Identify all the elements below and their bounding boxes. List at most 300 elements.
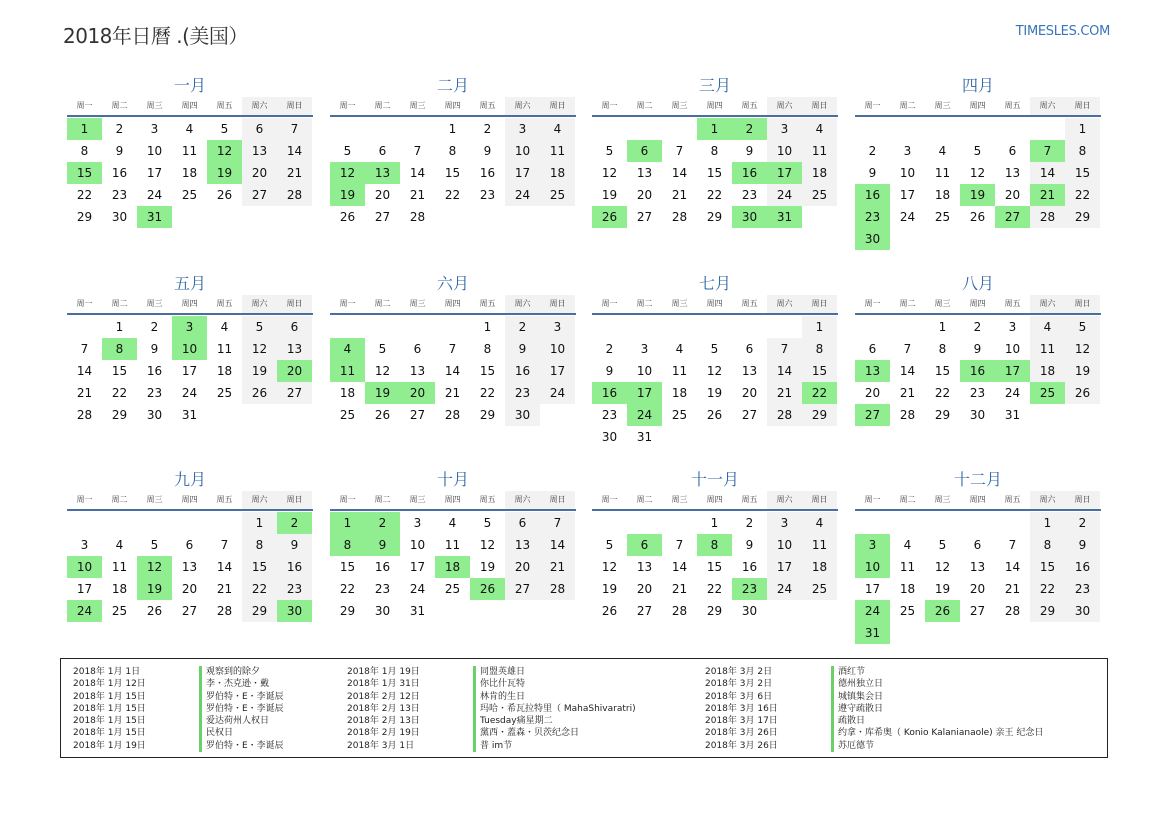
weekday-label: 周六 bbox=[505, 97, 540, 115]
day-grid bbox=[592, 512, 838, 622]
month-name: 八月 bbox=[961, 274, 994, 293]
holiday-day-cell: 27 bbox=[855, 404, 890, 426]
day-cell: 29 bbox=[479, 408, 496, 422]
day-cell: 14 bbox=[767, 360, 802, 382]
day-cell: 13 bbox=[181, 560, 198, 574]
holiday-day-cell: 31 bbox=[137, 206, 172, 228]
empty-cell bbox=[172, 512, 207, 534]
day-cell: 19 bbox=[242, 360, 277, 382]
day-cell: 17 bbox=[767, 556, 802, 578]
holiday-day-cell: 26 bbox=[925, 600, 960, 622]
day-cell: 8 bbox=[938, 342, 947, 356]
day-cell: 6 bbox=[868, 342, 877, 356]
weekday-label: 周日 bbox=[277, 295, 312, 313]
weekday-label: 周四 bbox=[706, 299, 723, 308]
holiday-row bbox=[73, 727, 284, 739]
holiday-name: 爱达荷州人权日 bbox=[199, 715, 269, 727]
day-cell: 4 bbox=[938, 144, 947, 158]
day-cell: 21 bbox=[216, 582, 233, 596]
day-cell: 14 bbox=[540, 534, 575, 556]
day-cell: 16 bbox=[1065, 556, 1100, 578]
day-cell: 18 bbox=[181, 166, 198, 180]
day-cell: 15 bbox=[706, 166, 723, 180]
weekday-label: 周五 bbox=[741, 299, 758, 308]
day-cell: 27 bbox=[636, 210, 653, 224]
holiday-date: 2018年 1月 12日 bbox=[73, 679, 146, 690]
day-cell: 18 bbox=[802, 556, 837, 578]
holiday-date: 2018年 1月 15日 bbox=[73, 691, 146, 702]
weekday-label: 周一 bbox=[601, 299, 618, 308]
day-cell: 9 bbox=[277, 534, 312, 556]
day-grid bbox=[67, 316, 313, 426]
day-cell: 13 bbox=[277, 338, 312, 360]
weekday-label: 周一 bbox=[864, 495, 881, 504]
holiday-column bbox=[73, 666, 284, 752]
day-cell: 12 bbox=[479, 538, 496, 552]
holiday-day-cell: 3 bbox=[172, 316, 207, 338]
weekday-label: 周日 bbox=[802, 295, 837, 313]
empty-cell bbox=[67, 512, 102, 534]
weekday-label: 周四 bbox=[181, 299, 198, 308]
day-cell: 12 bbox=[601, 560, 618, 574]
day-grid bbox=[855, 316, 1101, 426]
empty-cell bbox=[662, 118, 697, 140]
day-cell: 3 bbox=[505, 118, 540, 140]
weekday-label: 周五 bbox=[216, 299, 233, 308]
empty-cell bbox=[855, 512, 890, 534]
day-cell: 8 bbox=[710, 144, 719, 158]
empty-cell bbox=[365, 118, 400, 140]
day-cell: 15 bbox=[242, 556, 277, 578]
day-cell: 16 bbox=[741, 560, 758, 574]
month-name: 五月 bbox=[173, 274, 206, 293]
holiday-date: 2018年 3月 6日 bbox=[705, 691, 773, 702]
day-cell: 4 bbox=[220, 320, 229, 334]
day-cell: 10 bbox=[1004, 342, 1021, 356]
weekday-label: 周三 bbox=[934, 495, 951, 504]
empty-cell bbox=[592, 118, 627, 140]
day-cell: 6 bbox=[413, 342, 422, 356]
day-cell: 14 bbox=[671, 560, 688, 574]
day-cell: 30 bbox=[505, 404, 540, 426]
weekday-label: 周五 bbox=[479, 101, 496, 110]
day-cell: 20 bbox=[181, 582, 198, 596]
holiday-day-cell: 23 bbox=[855, 206, 890, 228]
holiday-row bbox=[73, 703, 284, 715]
month-block bbox=[855, 469, 1101, 644]
day-cell: 14 bbox=[899, 364, 916, 378]
holiday-day-cell: 18 bbox=[435, 556, 470, 578]
weekday-label: 周五 bbox=[216, 101, 233, 110]
day-cell: 9 bbox=[745, 144, 754, 158]
holiday-name: 酒红节 bbox=[831, 666, 865, 678]
day-cell: 30 bbox=[1065, 600, 1100, 622]
holiday-date: 2018年 3月 2日 bbox=[705, 667, 773, 677]
holiday-name: 民权日 bbox=[199, 727, 233, 739]
day-cell: 14 bbox=[216, 560, 233, 574]
day-cell: 18 bbox=[671, 386, 688, 400]
holiday-date: 2018年 1月 1日 bbox=[73, 667, 141, 677]
weekday-label: 周二 bbox=[636, 101, 653, 110]
holiday-column bbox=[705, 666, 1043, 752]
day-cell: 19 bbox=[479, 560, 496, 574]
day-cell: 10 bbox=[505, 140, 540, 162]
holiday-column bbox=[347, 666, 636, 752]
day-cell: 11 bbox=[934, 166, 951, 180]
day-cell: 14 bbox=[1030, 162, 1065, 184]
weekday-label: 周二 bbox=[899, 495, 916, 504]
holiday-day-cell: 26 bbox=[592, 206, 627, 228]
day-cell: 26 bbox=[374, 408, 391, 422]
day-cell: 29 bbox=[111, 408, 128, 422]
month-name: 一月 bbox=[173, 76, 206, 95]
day-cell: 28 bbox=[767, 404, 802, 426]
holiday-day-cell: 17 bbox=[995, 360, 1030, 382]
weekday-label: 周三 bbox=[146, 299, 163, 308]
holiday-day-cell: 13 bbox=[855, 360, 890, 382]
day-cell: 5 bbox=[242, 316, 277, 338]
day-cell: 7 bbox=[448, 342, 457, 356]
empty-cell bbox=[592, 316, 627, 338]
weekday-label: 周二 bbox=[899, 299, 916, 308]
weekday-label: 周五 bbox=[216, 495, 233, 504]
empty-cell bbox=[732, 316, 767, 338]
holiday-name: 罗伯特・E・李诞辰 bbox=[199, 740, 284, 752]
weekday-label: 周六 bbox=[242, 491, 277, 509]
day-cell: 18 bbox=[934, 188, 951, 202]
day-cell: 16 bbox=[146, 364, 163, 378]
day-cell: 8 bbox=[1030, 534, 1065, 556]
day-cell: 28 bbox=[409, 210, 426, 224]
weekday-label: 周五 bbox=[1004, 101, 1021, 110]
empty-cell bbox=[995, 512, 1030, 534]
weekday-label: 周三 bbox=[146, 495, 163, 504]
day-cell: 15 bbox=[1030, 556, 1065, 578]
holiday-row bbox=[347, 740, 636, 752]
day-cell: 4 bbox=[185, 122, 194, 136]
holiday-list bbox=[60, 658, 1108, 758]
day-cell: 9 bbox=[973, 342, 982, 356]
holiday-date: 2018年 2月 19日 bbox=[347, 728, 420, 739]
holiday-date: 2018年 3月 17日 bbox=[705, 716, 778, 727]
day-cell: 11 bbox=[540, 140, 575, 162]
day-cell: 4 bbox=[448, 516, 457, 530]
day-cell: 22 bbox=[479, 386, 496, 400]
day-cell: 7 bbox=[903, 342, 912, 356]
holiday-date: 2018年 3月 16日 bbox=[705, 703, 778, 714]
weekday-label: 周六 bbox=[505, 295, 540, 313]
holiday-row bbox=[73, 715, 284, 727]
day-cell: 23 bbox=[601, 408, 618, 422]
holiday-day-cell: 24 bbox=[855, 600, 890, 622]
empty-cell bbox=[330, 316, 365, 338]
month-block bbox=[330, 75, 576, 228]
day-cell: 9 bbox=[868, 166, 877, 180]
day-cell: 15 bbox=[802, 360, 837, 382]
day-cell: 28 bbox=[899, 408, 916, 422]
day-cell: 22 bbox=[934, 386, 951, 400]
weekday-label: 周一 bbox=[601, 495, 618, 504]
empty-cell bbox=[435, 316, 470, 338]
day-cell: 25 bbox=[540, 184, 575, 206]
weekday-header bbox=[592, 491, 838, 511]
holiday-day-cell: 11 bbox=[330, 360, 365, 382]
holiday-day-cell: 31 bbox=[855, 622, 890, 644]
month-block bbox=[67, 469, 313, 622]
holiday-name: 玛哈・希瓦拉特里（ MahaShivaratri) bbox=[473, 703, 636, 715]
holiday-day-cell: 22 bbox=[802, 382, 837, 404]
month-name: 六月 bbox=[436, 274, 469, 293]
day-cell: 13 bbox=[409, 364, 426, 378]
holiday-row bbox=[705, 691, 1043, 703]
day-cell: 16 bbox=[505, 360, 540, 382]
holiday-row bbox=[347, 715, 636, 727]
empty-cell bbox=[960, 118, 995, 140]
empty-cell bbox=[330, 118, 365, 140]
day-cell: 21 bbox=[899, 386, 916, 400]
day-cell: 3 bbox=[767, 118, 802, 140]
day-cell: 14 bbox=[444, 364, 461, 378]
holiday-date: 2018年 3月 1日 bbox=[347, 740, 415, 751]
day-cell: 25 bbox=[216, 386, 233, 400]
weekday-label: 周一 bbox=[339, 299, 356, 308]
weekday-label: 周五 bbox=[1004, 299, 1021, 308]
weekday-label: 周六 bbox=[1030, 491, 1065, 509]
holiday-name: 城镇集会日 bbox=[831, 691, 883, 703]
weekday-label: 周三 bbox=[671, 495, 688, 504]
holiday-row bbox=[73, 666, 284, 678]
holiday-date: 2018年 2月 13日 bbox=[347, 716, 420, 727]
day-cell: 24 bbox=[409, 582, 426, 596]
day-cell: 10 bbox=[767, 534, 802, 556]
day-cell: 27 bbox=[505, 578, 540, 600]
day-cell: 31 bbox=[636, 430, 653, 444]
holiday-row bbox=[705, 678, 1043, 690]
day-cell: 11 bbox=[216, 342, 233, 356]
day-cell: 2 bbox=[115, 122, 124, 136]
day-cell: 28 bbox=[277, 184, 312, 206]
day-cell: 1 bbox=[483, 320, 492, 334]
empty-cell bbox=[890, 512, 925, 534]
day-cell: 4 bbox=[1030, 316, 1065, 338]
day-cell: 15 bbox=[339, 560, 356, 574]
day-cell: 18 bbox=[1030, 360, 1065, 382]
day-cell: 30 bbox=[374, 604, 391, 618]
day-cell: 17 bbox=[540, 360, 575, 382]
weekday-header bbox=[67, 295, 313, 315]
holiday-name: 普 im节 bbox=[473, 740, 512, 752]
day-cell: 12 bbox=[1065, 338, 1100, 360]
weekday-label: 周六 bbox=[767, 491, 802, 509]
day-cell: 27 bbox=[181, 604, 198, 618]
empty-cell bbox=[925, 118, 960, 140]
holiday-day-cell: 16 bbox=[960, 360, 995, 382]
day-cell: 1 bbox=[115, 320, 124, 334]
day-cell: 24 bbox=[767, 578, 802, 600]
weekday-label: 周日 bbox=[1065, 295, 1100, 313]
day-cell: 9 bbox=[1065, 534, 1100, 556]
day-cell: 28 bbox=[216, 604, 233, 618]
weekday-header bbox=[855, 97, 1101, 117]
day-cell: 9 bbox=[150, 342, 159, 356]
weekday-label: 周日 bbox=[540, 295, 575, 313]
holiday-day-cell: 7 bbox=[1030, 140, 1065, 162]
weekday-label: 周四 bbox=[444, 495, 461, 504]
day-cell: 3 bbox=[150, 122, 159, 136]
weekday-label: 周五 bbox=[479, 495, 496, 504]
weekday-label: 周四 bbox=[706, 495, 723, 504]
holiday-row bbox=[73, 691, 284, 703]
day-cell: 19 bbox=[601, 582, 618, 596]
site-link[interactable]: TIMESLES.COM bbox=[1015, 24, 1110, 39]
holiday-day-cell: 20 bbox=[400, 382, 435, 404]
weekday-label: 周三 bbox=[671, 101, 688, 110]
holiday-date: 2018年 2月 13日 bbox=[347, 703, 420, 714]
day-cell: 25 bbox=[444, 582, 461, 596]
day-cell: 2 bbox=[868, 144, 877, 158]
day-cell: 3 bbox=[413, 516, 422, 530]
holiday-name: 黨西・蓋森・贝茨纪念日 bbox=[473, 727, 579, 739]
weekday-label: 周二 bbox=[374, 101, 391, 110]
day-cell: 3 bbox=[540, 316, 575, 338]
day-cell: 11 bbox=[802, 534, 837, 556]
day-cell: 21 bbox=[540, 556, 575, 578]
day-cell: 24 bbox=[767, 184, 802, 206]
day-cell: 2 bbox=[150, 320, 159, 334]
weekday-label: 周一 bbox=[864, 299, 881, 308]
empty-cell bbox=[400, 316, 435, 338]
empty-cell bbox=[627, 512, 662, 534]
day-cell: 15 bbox=[1065, 162, 1100, 184]
weekday-label: 周六 bbox=[767, 97, 802, 115]
empty-cell bbox=[365, 316, 400, 338]
empty-cell bbox=[890, 118, 925, 140]
day-grid bbox=[592, 316, 838, 448]
day-cell: 9 bbox=[483, 144, 492, 158]
month-name: 十一月 bbox=[690, 470, 739, 489]
day-cell: 2 bbox=[745, 516, 754, 530]
day-cell: 5 bbox=[605, 538, 614, 552]
holiday-day-cell: 23 bbox=[732, 578, 767, 600]
day-cell: 26 bbox=[969, 210, 986, 224]
month-block bbox=[330, 273, 576, 426]
day-cell: 9 bbox=[605, 364, 614, 378]
empty-cell bbox=[67, 316, 102, 338]
day-cell: 11 bbox=[181, 144, 198, 158]
weekday-header bbox=[855, 295, 1101, 315]
holiday-day-cell: 17 bbox=[767, 162, 802, 184]
month-name: 三月 bbox=[698, 76, 731, 95]
weekday-label: 周一 bbox=[76, 495, 93, 504]
holiday-day-cell: 6 bbox=[627, 534, 662, 556]
day-cell: 4 bbox=[802, 118, 837, 140]
weekday-label: 周二 bbox=[636, 495, 653, 504]
day-cell: 20 bbox=[864, 386, 881, 400]
day-cell: 26 bbox=[242, 382, 277, 404]
day-cell: 10 bbox=[540, 338, 575, 360]
empty-cell bbox=[137, 512, 172, 534]
day-cell: 14 bbox=[277, 140, 312, 162]
weekday-label: 周五 bbox=[1004, 495, 1021, 504]
weekday-label: 周二 bbox=[111, 101, 128, 110]
weekday-label: 周日 bbox=[277, 491, 312, 509]
holiday-day-cell: 10 bbox=[172, 338, 207, 360]
day-cell: 31 bbox=[181, 408, 198, 422]
month-name: 七月 bbox=[698, 274, 731, 293]
day-cell: 18 bbox=[899, 582, 916, 596]
day-cell: 13 bbox=[636, 166, 653, 180]
day-cell: 2 bbox=[973, 320, 982, 334]
empty-cell bbox=[627, 118, 662, 140]
weekday-label: 周四 bbox=[181, 101, 198, 110]
day-cell: 10 bbox=[899, 166, 916, 180]
month-name: 二月 bbox=[436, 76, 469, 95]
day-cell: 3 bbox=[903, 144, 912, 158]
holiday-day-cell: 20 bbox=[277, 360, 312, 382]
day-cell: 6 bbox=[242, 118, 277, 140]
day-cell: 28 bbox=[444, 408, 461, 422]
day-cell: 26 bbox=[601, 604, 618, 618]
day-cell: 2 bbox=[1065, 512, 1100, 534]
day-cell: 23 bbox=[111, 188, 128, 202]
holiday-row bbox=[347, 691, 636, 703]
day-cell: 29 bbox=[1065, 206, 1100, 228]
day-cell: 27 bbox=[242, 184, 277, 206]
holiday-day-cell: 21 bbox=[1030, 184, 1065, 206]
empty-cell bbox=[925, 512, 960, 534]
day-cell: 4 bbox=[903, 538, 912, 552]
weekday-label: 周四 bbox=[181, 495, 198, 504]
holiday-day-cell: 2 bbox=[732, 118, 767, 140]
day-cell: 8 bbox=[242, 534, 277, 556]
day-cell: 7 bbox=[220, 538, 229, 552]
holiday-row bbox=[347, 678, 636, 690]
weekday-label: 周三 bbox=[146, 101, 163, 110]
day-cell: 7 bbox=[1008, 538, 1017, 552]
day-cell: 17 bbox=[146, 166, 163, 180]
holiday-row bbox=[705, 727, 1043, 739]
holiday-day-cell: 8 bbox=[697, 534, 732, 556]
day-cell: 20 bbox=[505, 556, 540, 578]
holiday-day-cell: 30 bbox=[277, 600, 312, 622]
day-grid bbox=[855, 118, 1101, 250]
weekday-label: 周二 bbox=[374, 495, 391, 504]
empty-cell bbox=[697, 316, 732, 338]
holiday-day-cell: 24 bbox=[67, 600, 102, 622]
weekday-label: 周四 bbox=[444, 299, 461, 308]
holiday-name: 罗伯特・E・李诞辰 bbox=[199, 691, 284, 703]
weekday-label: 周三 bbox=[409, 101, 426, 110]
holiday-row bbox=[73, 740, 284, 752]
day-cell: 21 bbox=[671, 582, 688, 596]
day-cell: 3 bbox=[767, 512, 802, 534]
holiday-day-cell: 4 bbox=[330, 338, 365, 360]
day-cell: 4 bbox=[802, 512, 837, 534]
day-cell: 26 bbox=[216, 188, 233, 202]
empty-cell bbox=[400, 118, 435, 140]
weekday-label: 周一 bbox=[76, 299, 93, 308]
day-cell: 22 bbox=[76, 188, 93, 202]
holiday-day-cell: 10 bbox=[855, 556, 890, 578]
holiday-date: 2018年 2月 12日 bbox=[347, 691, 420, 702]
day-cell: 10 bbox=[146, 144, 163, 158]
day-cell: 8 bbox=[80, 144, 89, 158]
day-cell: 27 bbox=[969, 604, 986, 618]
day-cell: 1 bbox=[242, 512, 277, 534]
day-cell: 20 bbox=[969, 582, 986, 596]
day-cell: 22 bbox=[242, 578, 277, 600]
holiday-day-cell: 24 bbox=[627, 404, 662, 426]
